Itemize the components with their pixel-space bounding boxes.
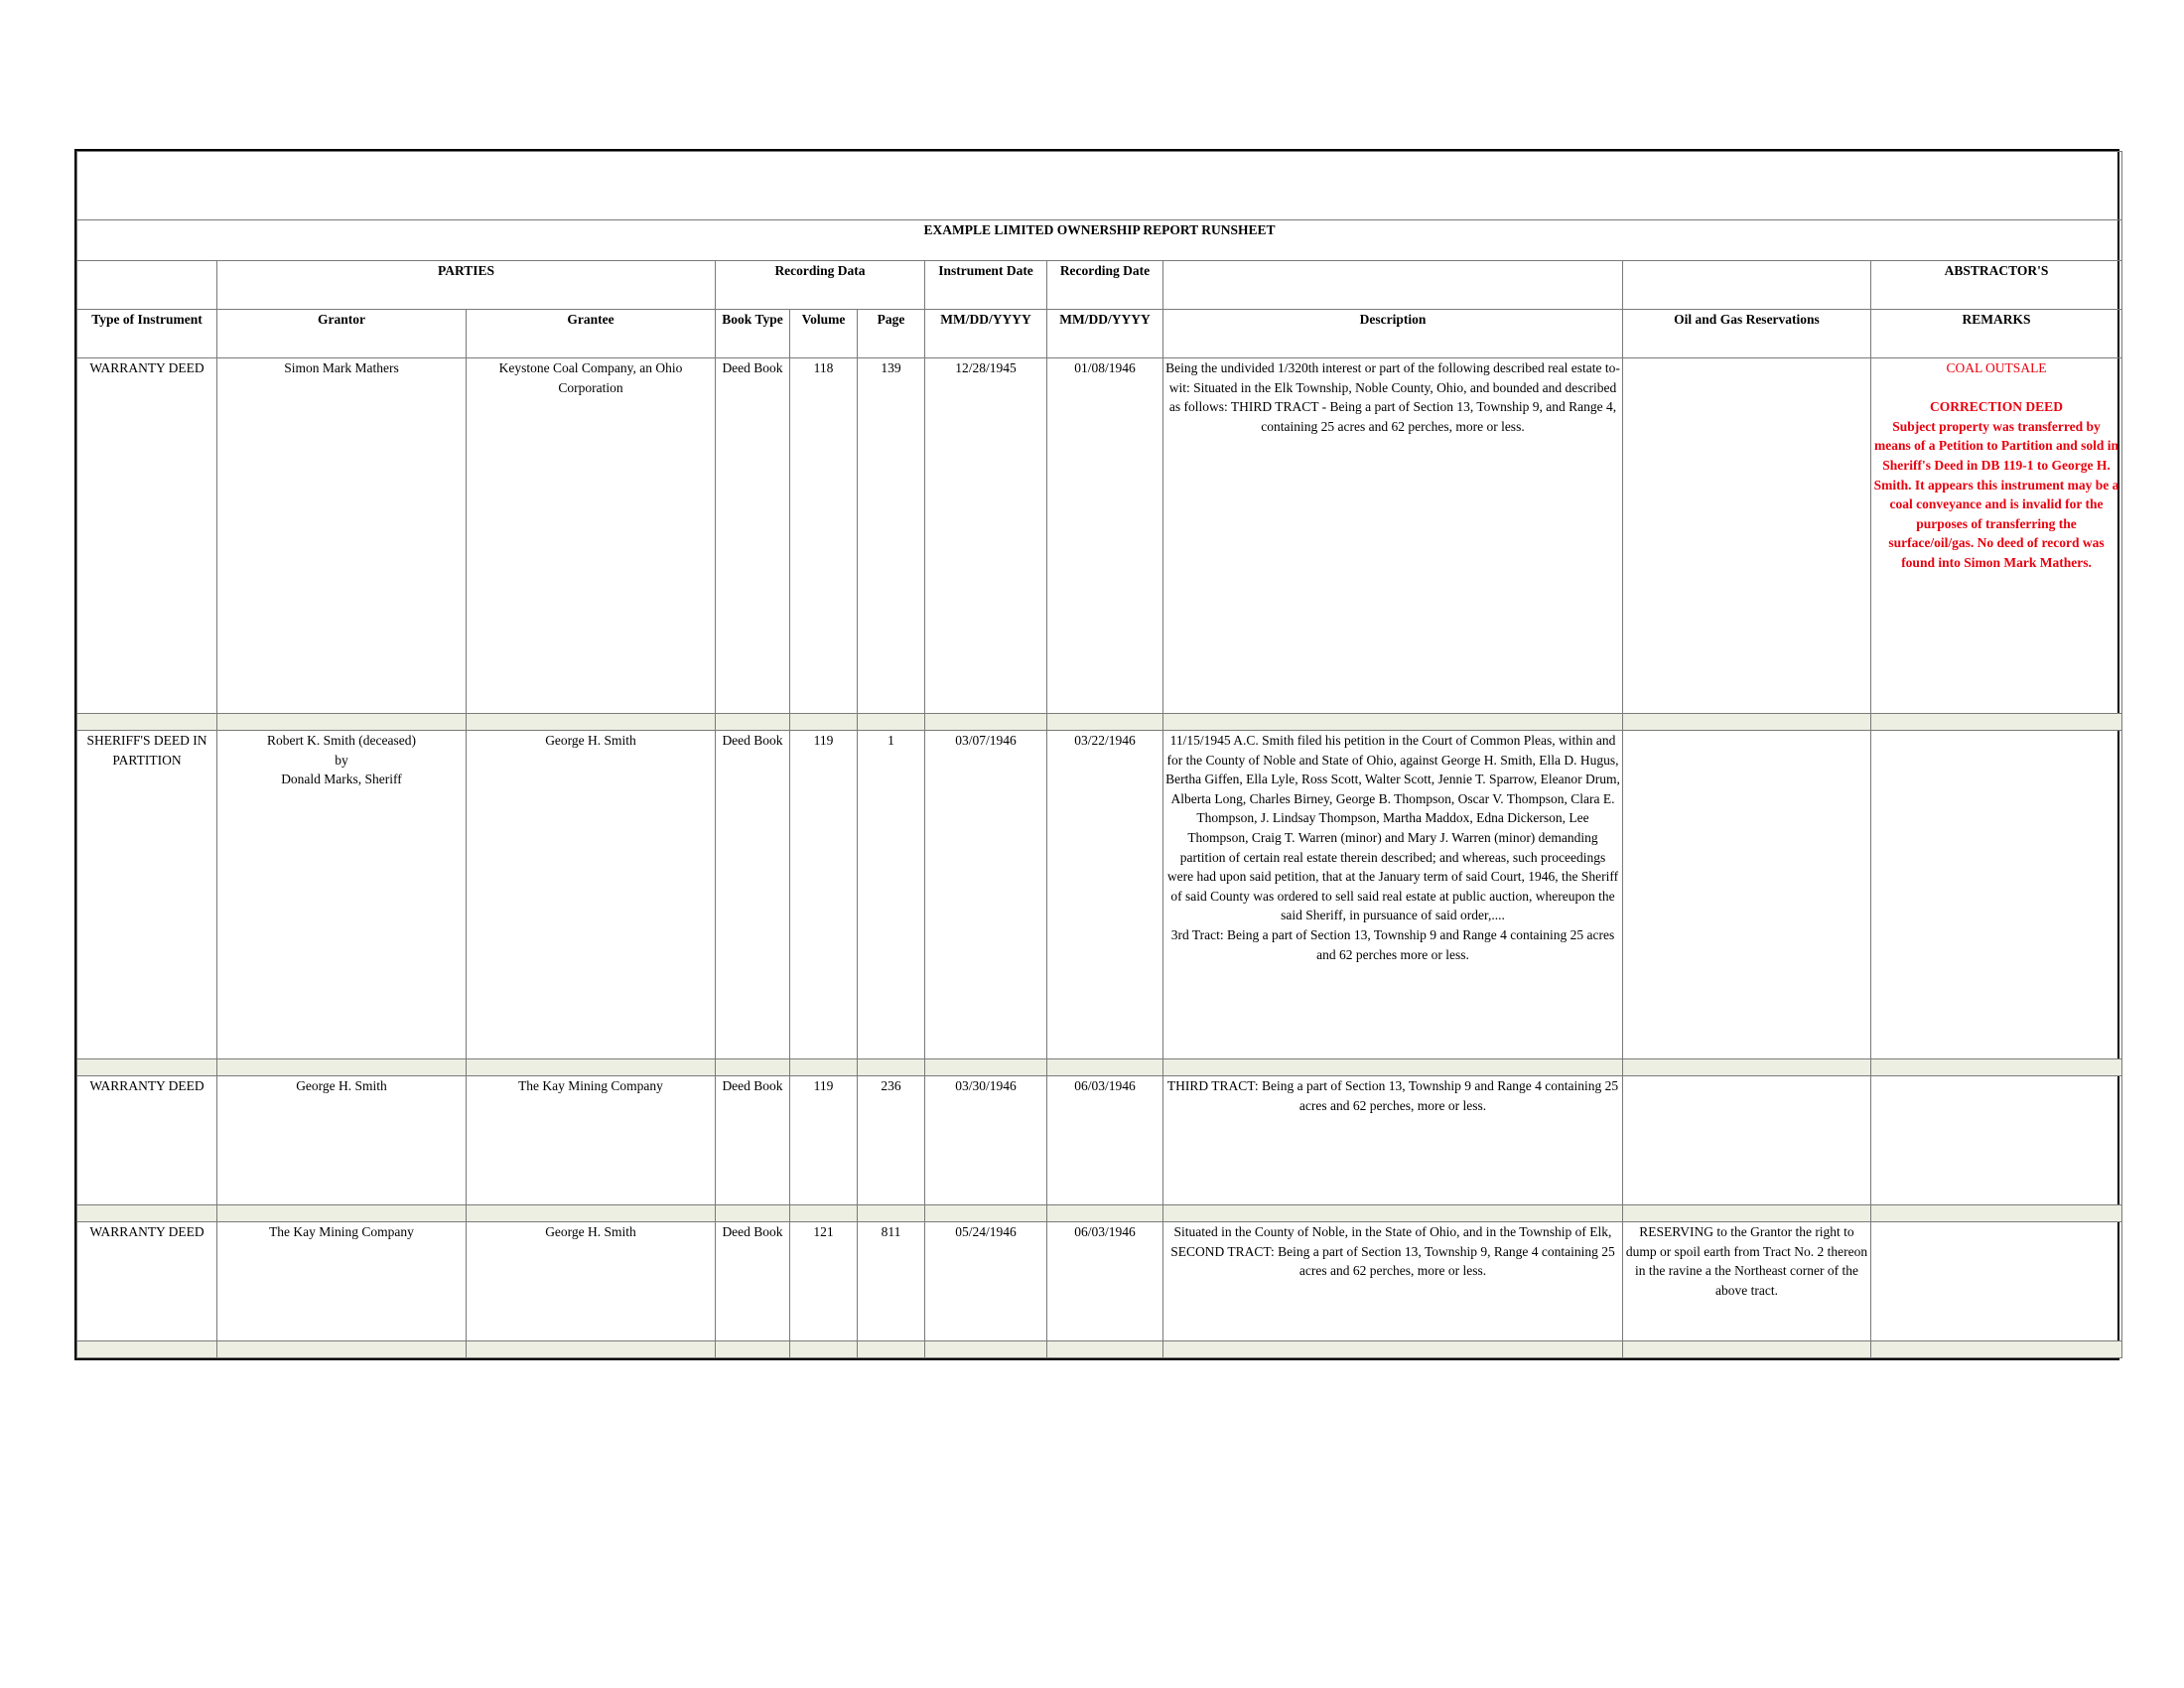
spacer-cell: [858, 714, 925, 731]
cell-type: WARRANTY DEED: [77, 1076, 217, 1205]
spacer-cell: [467, 1341, 716, 1358]
spacer-cell: [1163, 1059, 1623, 1076]
spacer-cell: [1871, 714, 2122, 731]
blank-cell: [77, 152, 2122, 220]
cell-type: WARRANTY DEED: [77, 358, 217, 714]
spacer-cell: [77, 1205, 217, 1222]
spacer-cell: [790, 714, 858, 731]
header-row-2: [77, 310, 2122, 358]
cell-volume: 121: [790, 1222, 858, 1341]
spacer-cell: [716, 714, 790, 731]
cell-instrument-date: 03/30/1946: [925, 1076, 1047, 1205]
header-abstractors: ABSTRACTOR'S: [1871, 261, 2122, 310]
cell-volume: 119: [790, 731, 858, 1059]
cell-grantor: George H. Smith: [217, 1076, 467, 1205]
spacer-cell: [1163, 1341, 1623, 1358]
header-grantor: Grantor: [217, 310, 467, 358]
spacer-row: [77, 1341, 2122, 1358]
cell-recording-date: 06/03/1946: [1047, 1076, 1163, 1205]
spacer-cell: [1623, 1059, 1871, 1076]
runsheet-table: [74, 149, 2119, 1360]
spacer-cell: [1163, 1205, 1623, 1222]
spacer-cell: [925, 714, 1047, 731]
spacer-cell: [716, 1341, 790, 1358]
spacer-cell: [467, 1205, 716, 1222]
cell-page: 236: [858, 1076, 925, 1205]
spacer-cell: [1871, 1059, 2122, 1076]
cell-grantor: Simon Mark Mathers: [217, 358, 467, 714]
header-empty: [77, 261, 217, 310]
cell-oil-gas: RESERVING to the Grantor the right to dump or spoil earth from Tract No. 2 thereon in the ravine a the Northeast corner of the above tract.: [1623, 1222, 1871, 1341]
spacer-cell: [1047, 1205, 1163, 1222]
spacer-cell: [790, 1059, 858, 1076]
spacer-cell: [790, 1341, 858, 1358]
header-date-format: MM/DD/YYYY: [1047, 310, 1163, 358]
cell-remarks: [1871, 358, 2122, 714]
spacer-cell: [858, 1059, 925, 1076]
cell-oil-gas: [1623, 1076, 1871, 1205]
cell-oil-gas: [1623, 358, 1871, 714]
spacer-cell: [1047, 714, 1163, 731]
cell-description: Situated in the County of Noble, in the State of Ohio, and in the Township of Elk, SECOND TRACT: Being a part of Section 13, Township 9, Range 4 containing 25 acres and 62 perches, more or less.: [1163, 1222, 1623, 1341]
spacer-cell: [1047, 1059, 1163, 1076]
spacer-cell: [217, 714, 467, 731]
spacer-row: [77, 1059, 2122, 1076]
spacer-cell: [467, 714, 716, 731]
page-title: EXAMPLE LIMITED OWNERSHIP REPORT RUNSHEET: [77, 220, 2122, 261]
spacer-cell: [1047, 1341, 1163, 1358]
cell-type: WARRANTY DEED: [77, 1222, 217, 1341]
description-paragraph: 11/15/1945 A.C. Smith filed his petition in the Court of Common Pleas, within and for the County of Noble and State of Ohio, against George H. Smith, Ella D. Hugus, Bertha Giffen, Ella Lyle, Ross Scott, Walter Scott, Jennie T. Sparrow, Eleanor Drum, Alberta Long, Charles Birney, George B. Thompson, Oscar V. Thompson, Clara E. Thompson, J. Lindsay Thompson, Martha Maddox, Edna Dickerson, Lee Thompson, Craig T. Warren (minor) and Mary J. Warren (minor) demanding partition of certain real estate therein described; and whereas, such proceedings were had upon said petition, that at the January term of said Court, 1946, the Sheriff of said County was ordered to sell said real estate at public auction, whereupon the said Sheriff, in pursuance of said order,....: [1165, 733, 1620, 923]
spacer-row: [77, 714, 2122, 731]
cell-description: [1163, 731, 1623, 1059]
header-empty: [1623, 261, 1871, 310]
spacer-cell: [790, 1205, 858, 1222]
top-blank-row: [77, 152, 2122, 220]
header-row-1: [77, 261, 2122, 310]
cell-description: THIRD TRACT: Being a part of Section 13, Township 9 and Range 4 containing 25 acres and 62 perches, more or less.: [1163, 1076, 1623, 1205]
cell-instrument-date: 12/28/1945: [925, 358, 1047, 714]
header-grantee: Grantee: [467, 310, 716, 358]
header-instrument-date: Instrument Date: [925, 261, 1047, 310]
spacer-cell: [77, 1059, 217, 1076]
spacer-cell: [925, 1341, 1047, 1358]
spacer-cell: [1623, 1205, 1871, 1222]
cell-book-type: Deed Book: [716, 1222, 790, 1341]
grantor-line: Donald Marks, Sheriff: [281, 772, 402, 787]
remarks-gap: [1873, 378, 2119, 398]
cell-remarks: [1871, 1076, 2122, 1205]
description-paragraph: 3rd Tract: Being a part of Section 13, Township 9 and Range 4 containing 25 acres and 62 perches more or less.: [1170, 926, 1615, 962]
cell-grantee: The Kay Mining Company: [467, 1076, 716, 1205]
cell-recording-date: 03/22/1946: [1047, 731, 1163, 1059]
spacer-cell: [217, 1059, 467, 1076]
cell-volume: 118: [790, 358, 858, 714]
cell-grantor: [217, 731, 467, 1059]
grantor-line: by: [335, 752, 348, 768]
remarks-body: Subject property was transferred by means of a Petition to Partition and sold in Sheriff's Deed in DB 119-1 to George H. Smith. It appears this instrument may be a coal conveyance and is invalid for the purposes of transferring the surface/oil/gas. No deed of record was found into Simon Mark Mathers.: [1873, 418, 2119, 570]
header-parties: PARTIES: [217, 261, 716, 310]
header-page: Page: [858, 310, 925, 358]
table-row: [77, 1076, 2122, 1205]
header-volume: Volume: [790, 310, 858, 358]
spacer-cell: [217, 1205, 467, 1222]
cell-page: 139: [858, 358, 925, 714]
header-type-of-instrument: Type of Instrument: [77, 310, 217, 358]
cell-remarks: [1871, 731, 2122, 1059]
spacer-cell: [1623, 714, 1871, 731]
cell-grantee: George H. Smith: [467, 731, 716, 1059]
spacer-cell: [716, 1059, 790, 1076]
table-row: [77, 731, 2122, 1059]
table-row: [77, 1222, 2122, 1341]
header-oil-gas: Oil and Gas Reservations: [1623, 310, 1871, 358]
spacer-cell: [1871, 1205, 2122, 1222]
spacer-cell: [925, 1059, 1047, 1076]
cell-page: 811: [858, 1222, 925, 1341]
grantor-line: Robert K. Smith (deceased): [267, 733, 416, 748]
cell-instrument-date: 05/24/1946: [925, 1222, 1047, 1341]
remarks-heading: COAL OUTSALE: [1946, 360, 2047, 375]
spacer-cell: [217, 1341, 467, 1358]
cell-page: 1: [858, 731, 925, 1059]
title-row: [77, 220, 2122, 261]
header-book-type: Book Type: [716, 310, 790, 358]
cell-grantee: Keystone Coal Company, an Ohio Corporation: [467, 358, 716, 714]
spacer-cell: [77, 714, 217, 731]
spacer-cell: [1623, 1341, 1871, 1358]
spacer-row: [77, 1205, 2122, 1222]
table-row: [77, 358, 2122, 714]
cell-recording-date: 01/08/1946: [1047, 358, 1163, 714]
spacer-cell: [716, 1205, 790, 1222]
cell-description: Being the undivided 1/320th interest or part of the following described real estate to-wit: Situated in the Elk Township, Noble County, Ohio, and bounded and described as follows: THIRD TRACT - Being a part of Section 13, Township 9, and Range 4, containing 25 acres and 62 perches, more or less.: [1163, 358, 1623, 714]
cell-book-type: Deed Book: [716, 358, 790, 714]
spacer-cell: [467, 1059, 716, 1076]
cell-type: SHERIFF'S DEED IN PARTITION: [77, 731, 217, 1059]
spacer-cell: [858, 1341, 925, 1358]
spacer-cell: [1163, 714, 1623, 731]
header-remarks: REMARKS: [1871, 310, 2122, 358]
remarks-subheading: CORRECTION DEED: [1930, 399, 2063, 415]
spacer-cell: [77, 1341, 217, 1358]
spacer-cell: [858, 1205, 925, 1222]
cell-recording-date: 06/03/1946: [1047, 1222, 1163, 1341]
header-empty: [1163, 261, 1623, 310]
cell-volume: 119: [790, 1076, 858, 1205]
spacer-cell: [925, 1205, 1047, 1222]
cell-instrument-date: 03/07/1946: [925, 731, 1047, 1059]
header-description: Description: [1163, 310, 1623, 358]
cell-oil-gas: [1623, 731, 1871, 1059]
cell-remarks: [1871, 1222, 2122, 1341]
spacer-cell: [1871, 1341, 2122, 1358]
cell-book-type: Deed Book: [716, 1076, 790, 1205]
cell-grantee: George H. Smith: [467, 1222, 716, 1341]
header-recording-data: Recording Data: [716, 261, 925, 310]
header-date-format: MM/DD/YYYY: [925, 310, 1047, 358]
cell-book-type: Deed Book: [716, 731, 790, 1059]
header-recording-date: Recording Date: [1047, 261, 1163, 310]
cell-grantor: The Kay Mining Company: [217, 1222, 467, 1341]
